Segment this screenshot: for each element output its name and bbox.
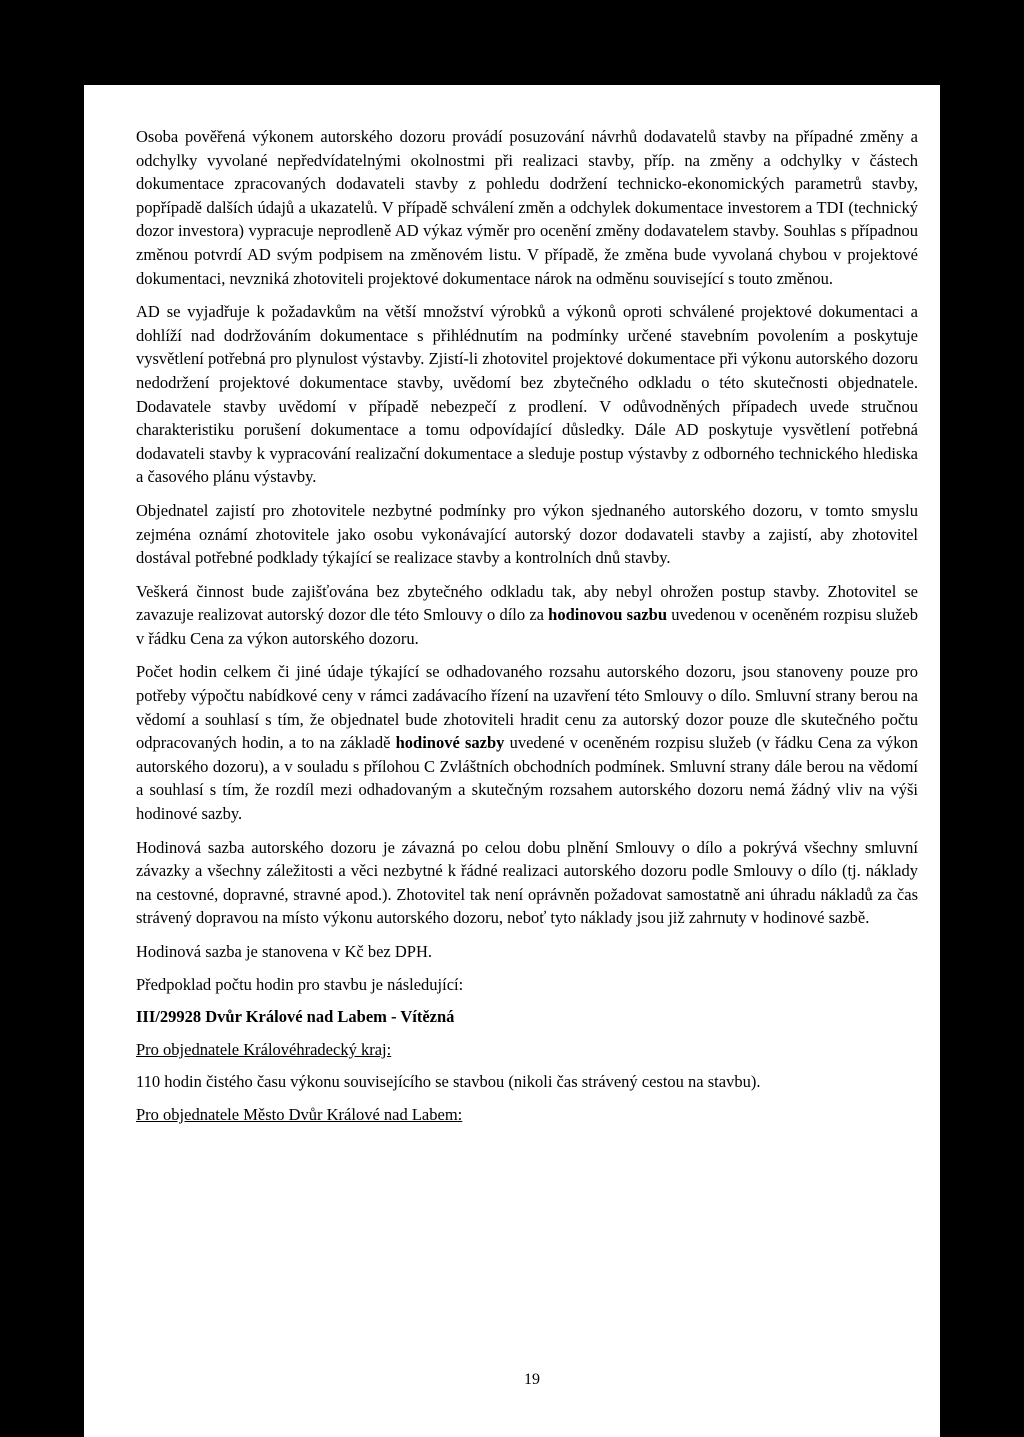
client-city-heading: Pro objednatele Město Dvůr Králové nad Labem: — [136, 1104, 463, 1124]
paragraph-rate-binding: Hodinová sazba autorského dozoru je závazná po celou dobu plnění Smlouvy o dílo a pokrývá všechny smluvní závazky a všechny záležitosti a věci nezbytné k řádné realizaci autorského dozoru podle Smlouvy o dílo (tj. náklady na cestovné, dopravné, stravné apod.). Zhotovitel tak není oprávněn požadovat samostatně ani úhradu nákladů za čas strávený dopravou na místo výkonu autorského dozoru, neboť tyto náklady jsou již zahrnuty v hodinové sazbě. — [136, 837, 918, 928]
page-number: 19 — [524, 1371, 540, 1388]
text-run: Počet hodin celkem či jiné údaje týkající se odhadovaného rozsahu autorského dozoru, jsou stanoveny pouze pro potřeby výpočtu nabídkové ceny v rámci zadávacího řízení na uzavření této Smlouvy o dílo. Smluvní strany berou na vědomí a souhlasí s tím, že objednatel bude zhotoviteli hradit cenu za autorský dozor pouze dle skutečného počtu odpracovaných hodin, a to na základě — [136, 662, 918, 753]
hours-intro-line: Předpoklad počtu hodin pro stavbu je následující: — [136, 974, 464, 994]
text-run: uvedené v oceněném rozpisu služeb (v řádku Cena za výkon autorského dozoru), a v souladu s přílohou C Zvláštních obchodních podmínek. Smluvní strany dále berou na vědomí a souhlasí s tím, že rozdíl mezi odhadovaným a skutečným rozsahem autorského dozoru nemá žádný vliv na výši hodinové sazby. — [136, 733, 919, 824]
client-region-heading: Pro objednatele Královéhradecký kraj: — [136, 1039, 392, 1059]
paragraph-hours-estimate — [136, 660, 918, 825]
paragraph-change-assessment: Osoba pověřená výkonem autorského dozoru provádí posuzování návrhů dodavatelů stavby na případné změny a odchylky vyvolané nepředvídatelnými okolnostmi při realizaci stavby, příp. na změny a odchylky v částech dokumentace zpracovaných dodavateli stavby z pohledu dodržení technicko-ekonomických parametrů stavby, popřípadě dalších údajů a ukazatelů. V případě schválení změn a odchylek dokumentace investorem a TDI (technický dozor investora) vypracuje neprodleně AD výkaz výměr pro ocenění změny dodavatelem stavby. Souhlas s případnou změnou potvrdí AD svým podpisem na změnovém listu. V případě, že změna bude vyvolaná chybou v projektové dokumentaci, nevzniká zhotoviteli projektové dokumentace nárok na odměnu související s touto změnou. — [136, 127, 918, 288]
bold-hourly-rate: hodinovou sazbu — [548, 605, 668, 625]
rate-currency-line: Hodinová sazba je stanovena v Kč bez DPH. — [136, 942, 432, 961]
bold-hourly-rate: hodinové sazby — [395, 733, 505, 753]
text-run: uvedenou v oceněném rozpisu služeb v řádku Cena za výkon autorského dozoru. — [136, 605, 918, 648]
document-body — [136, 125, 918, 1127]
paragraph-client-obligations: Objednatel zajistí pro zhotovitele nezbytné podmínky pro výkon sjednaného autorského dozoru, v tomto smyslu zejména oznámí zhotovitele jako osobu vykonávající autorský dozor dodavateli stavby a zajistí, aby zhotovitel dostával potřebné podklady týkající se realizace stavby a kontrolních dnů stavby. — [136, 500, 918, 568]
project-title: III/29928 Dvůr Králové nad Labem - Vítězná — [136, 1007, 455, 1027]
document-page — [84, 85, 940, 1437]
paragraph-ad-statements: AD se vyjadřuje k požadavkům na větší množství výrobků a výkonů oproti schválené projektové dokumentaci a dohlíží nad dodržováním dokumentace s přihlédnutím na podmínky určené stavebním povolením a poskytuje vysvětlení potřebná pro plynulost výstavby. Zjistí-li zhotovitel projektové dokumentace při výkonu autorského dozoru nedodržení projektové dokumentace stavby, uvědomí bez zbytečného odkladu o této skutečnosti objednatele. Dodavatele stavby uvědomí v případě nebezpečí z prodlení. V odůvodněných případech uvede stručnou charakteristiku porušení dokumentace a tomu odpovídající důsledky. Dále AD poskytuje vysvětlení potřebná dodavateli stavby k vypracování realizační dokumentace a sleduje postup výstavby z odborného technického hlediska a časového plánu výstavby. — [136, 302, 918, 487]
hours-region-line: 110 hodin čistého času výkonu souvisejícího se stavbou (nikoli čas strávený cestou na stavbu). — [136, 1072, 761, 1092]
text-run: Veškerá činnost bude zajišťována bez zbytečného odkladu tak, aby nebyl ohrožen postup stavby. Zhotovitel se zavazuje realizovat autorský dozor dle této Smlouvy o dílo za — [136, 581, 918, 625]
paragraph-hourly-rate-commitment — [136, 580, 918, 651]
